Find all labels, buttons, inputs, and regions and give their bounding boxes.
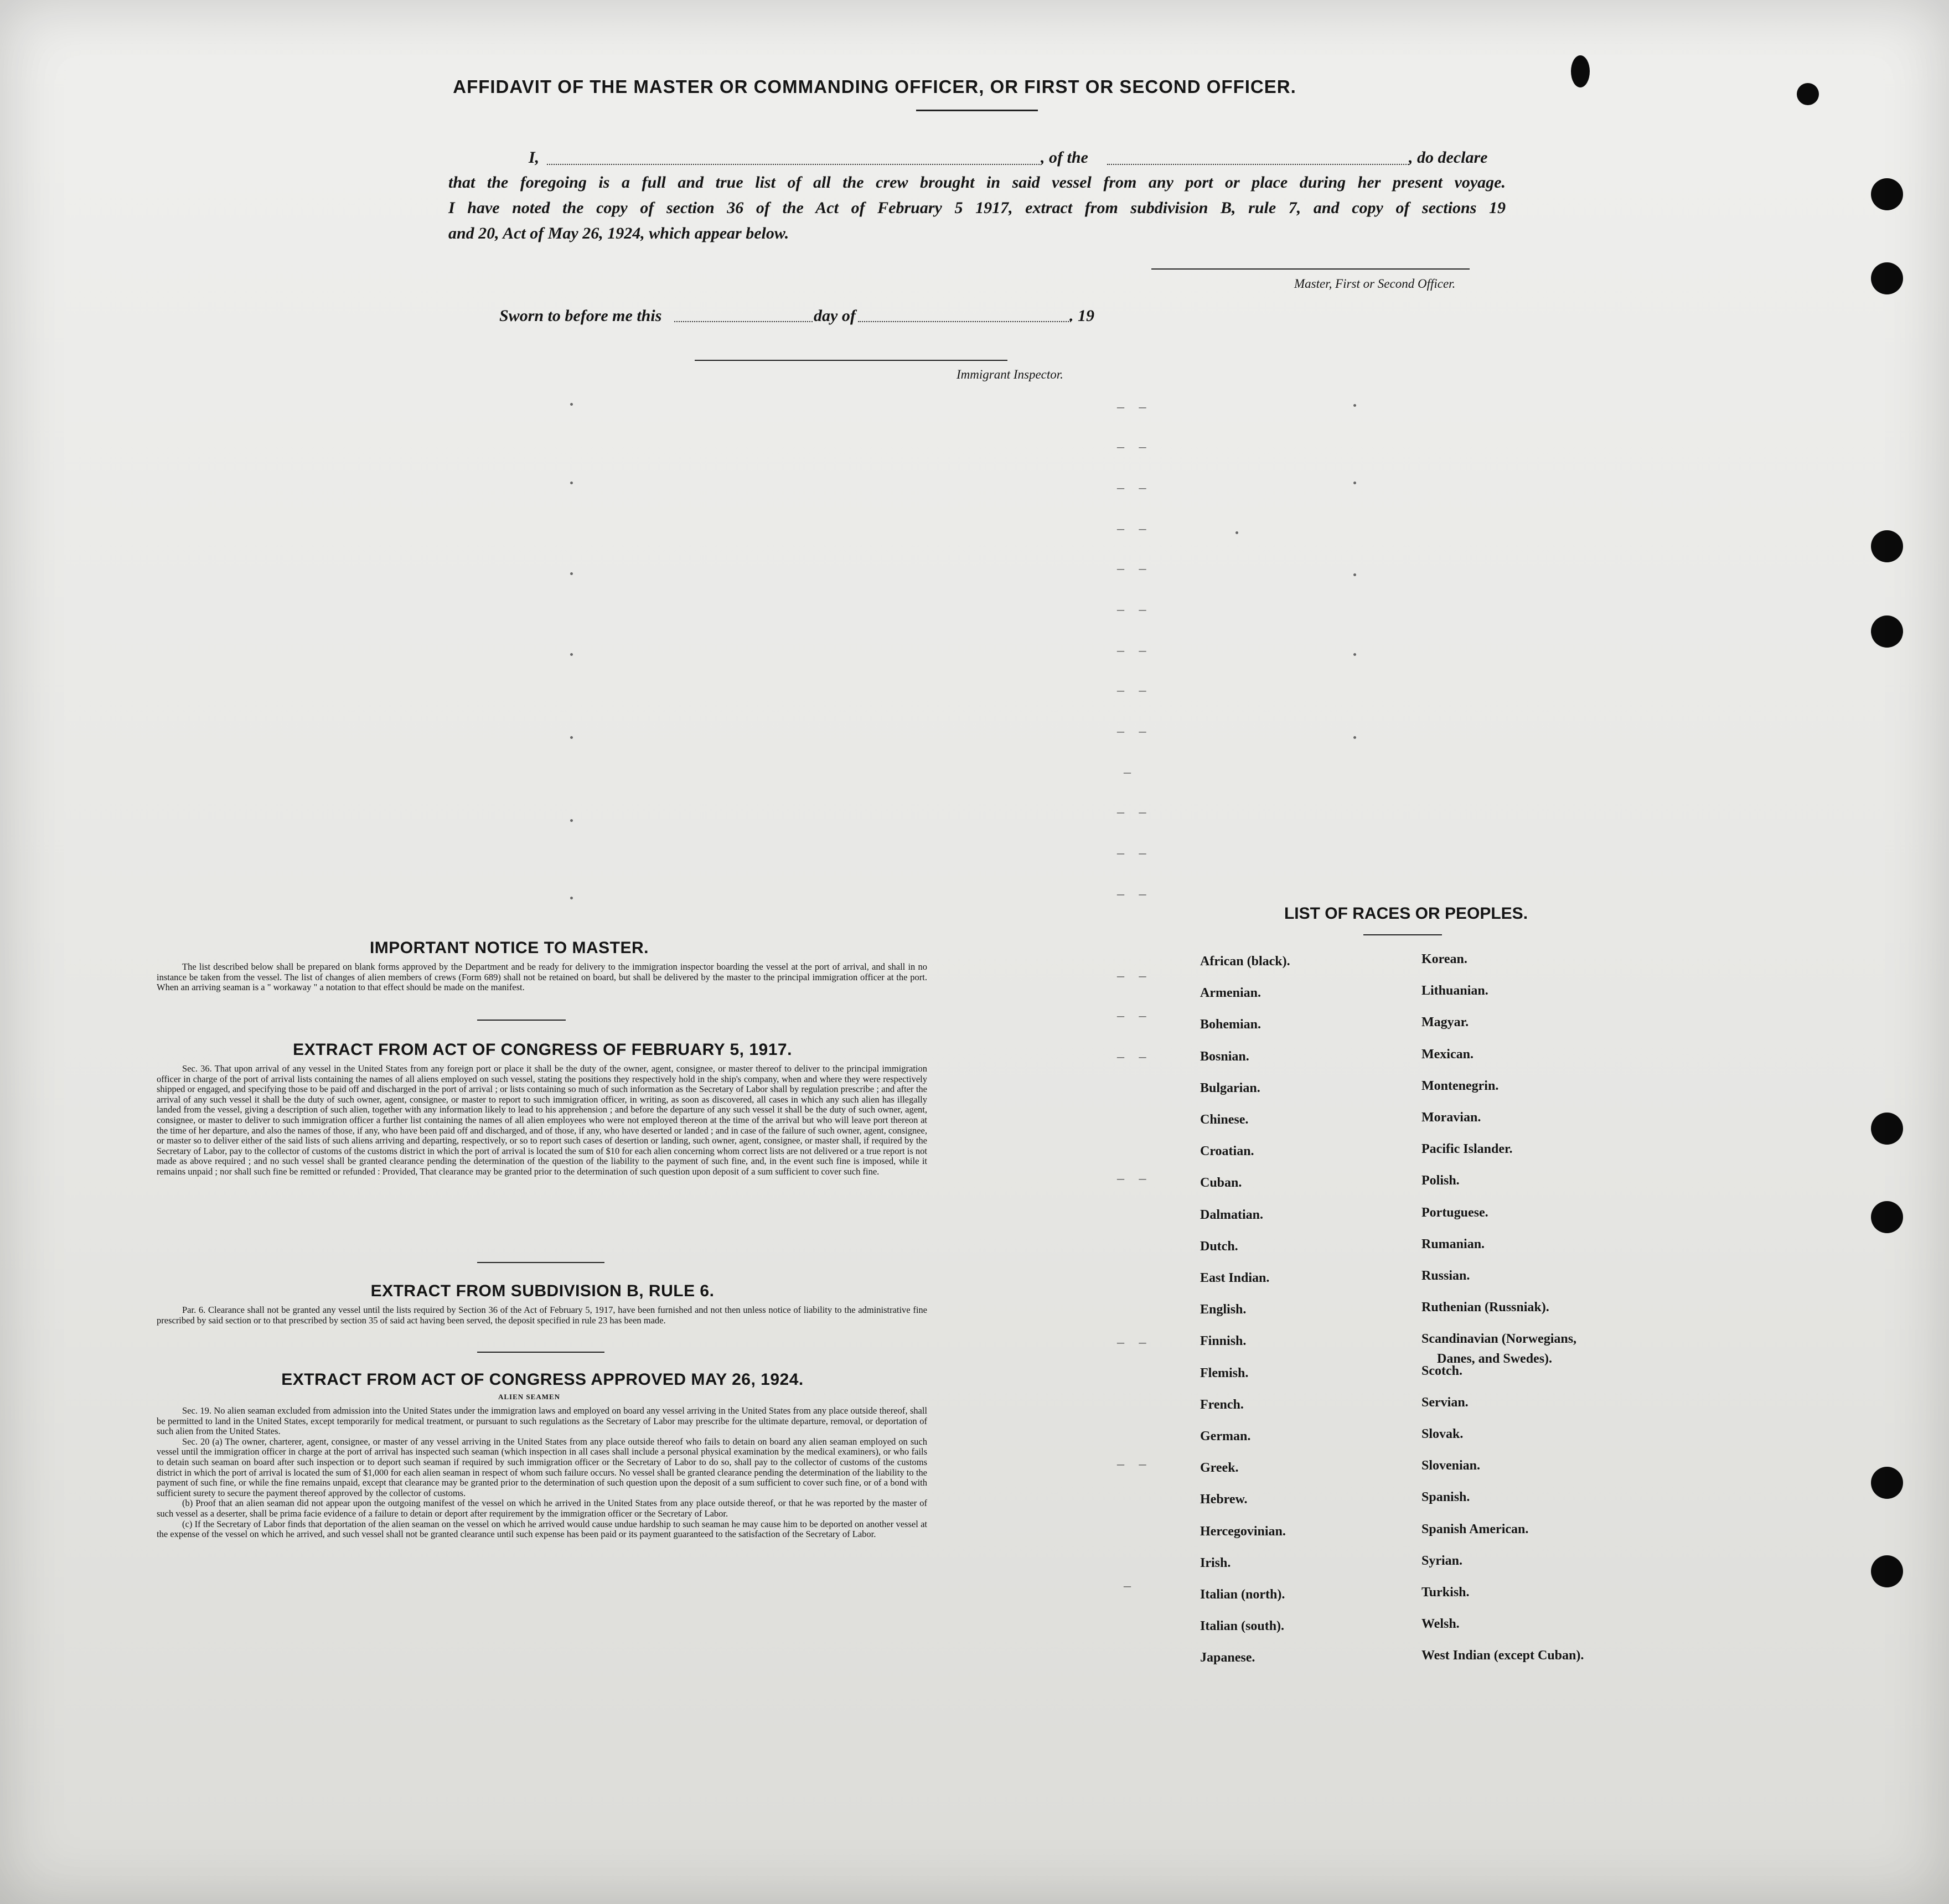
column-mark: – – (1117, 601, 1152, 617)
section-divider (477, 1020, 566, 1021)
par6-paragraph: Par. 6. Clearance shall not be granted any vessel until the lists required by Section 36 of the Act of February 5, 1917, have been furnished and not then unless notice of liability to the administrative fine prescribed by said section or to that prescribed by section 35 of said act having been served, the deposit specified in rule 23 has been made. (157, 1305, 927, 1326)
column-mark: – – (1117, 479, 1152, 495)
race-item: Moravian. (1421, 1110, 1481, 1125)
extract-1917-text (157, 1064, 927, 1177)
races-title: LIST OF RACES OR PEOPLES. (1284, 904, 1528, 923)
master-signature-line[interactable] (1151, 268, 1470, 270)
race-item: Servian. (1421, 1395, 1469, 1410)
column-mark: – – (1117, 886, 1152, 902)
race-item: Irish. (1200, 1555, 1231, 1570)
sec36-paragraph: Sec. 36. That upon arrival of any vessel in the United States from any foreign port or place it shall be the duty of the owner, agent, consignee, or master thereof to deliver to the principal immigration officer in charge of the port of arrival lists containing the names of all aliens employed on such vessel, stating the positions they respectively hold in the ship's company, when and where they were respectively shipped or engaged, and specifying those to be paid off and discharged in the port of arrival ; or lists containing so much of such information as the Secretary of Labor shall by regulation prescribe ; and after the arrival of any such vessel it shall be the duty of such owner, agent, consignee, or master to report to such immigration officer, in writing, as soon as discovered, all cases in which any such alien has illegally landed from the vessel, giving a description of such alien, together with any information likely to lead to his apprehension ; and before the departure of any such vessel it shall be the duty of such owner, agent, consignee, or master to deliver to such immigration officer a further list containing the names of all alien employees who were not employed thereon at the time of the arrival but who will leave port thereon at the time of her departure, and also the names of those, if any, who have been paid off and discharged, and of those, if any, who have deserted or landed ; and in case of the failure of such owner, agent, consignee, or master so to deliver either of the said lists of such aliens arriving and departing, respectively, or so to report such cases of desertion or landing, such owner, agent, consignee, or master shall, if required by the Secretary of Labor, pay to the collector of customs of the customs district in which the port of arrival is located the sum of $10 for each alien concerning whom correct lists are not delivered or a true report is not made as above required ; and no such vessel shall be granted clearance pending the determination of the question of the liability to the payment of such fine, and, in the event such fine is imposed, while it remains unpaid ; nor shall such fine be remitted or refunded : Provided, That clearance may be granted prior to the determination of such question upon deposit of a sum sufficient to cover such fine. (157, 1063, 927, 1177)
race-item: Croatian. (1200, 1144, 1254, 1159)
column-mark: – – (1117, 399, 1152, 415)
column-mark: – – (1117, 845, 1152, 861)
column-mark: – – (1117, 682, 1152, 698)
sec20c-paragraph: (c) If the Secretary of Labor finds that deportation of the alien seaman on the vessel on which he arrived would cause undue hardship to such seaman he may cause him to be deported on another vessel at the expense of the vessel on which he arrived, and such vessel shall not be granted clearance until such expense has been paid or its payment guaranteed to the satisfaction of the Secretary of Labor. (157, 1518, 927, 1540)
race-item: Syrian. (1421, 1553, 1463, 1568)
sworn-month-blank[interactable] (858, 321, 1071, 322)
race-item: Turkish. (1421, 1585, 1470, 1600)
column-dot (570, 482, 573, 484)
column-mark: – – (1117, 438, 1152, 454)
affidavit-line3: I have noted the copy of section 36 of the Act of February 5 1917, extract from subdivision B, rule 7, and copy of sections 19 (448, 199, 1506, 217)
column-dot (1353, 482, 1356, 484)
column-mark: – – (1117, 1007, 1152, 1023)
race-item: German. (1200, 1429, 1251, 1443)
sec19-paragraph: Sec. 19. No alien seaman excluded from admission into the United States under the immigration laws and employed on board any vessel arriving in the United States from any place outside thereof, shall be permitted to land in the United States, except temporarily for medical treatment, or pursuant to such regulations as the Secretary of Labor may prescribe for the ultimate departure, removal, or deportation of such alien from the United States. (157, 1405, 927, 1437)
race-item: Ruthenian (Russniak). (1421, 1300, 1549, 1315)
section-divider (477, 1262, 604, 1263)
race-item: Korean. (1421, 952, 1467, 966)
extract-1924-text (157, 1406, 927, 1540)
race-item: Dutch. (1200, 1239, 1238, 1254)
race-item: Finnish. (1200, 1334, 1247, 1349)
column-dot (1353, 404, 1356, 407)
race-item: West Indian (except Cuban). (1421, 1648, 1584, 1663)
race-item: Italian (south). (1200, 1619, 1285, 1634)
master-signature-label: Master, First or Second Officer. (1294, 277, 1456, 291)
sworn-prefix: Sworn to before me this (499, 307, 662, 325)
column-mark: – – (1117, 1456, 1152, 1472)
column-dot (570, 819, 573, 822)
column-mark: – (1124, 764, 1136, 780)
punch-hole (1871, 1555, 1903, 1587)
race-item: English. (1200, 1302, 1247, 1317)
column-mark: – – (1117, 1170, 1152, 1186)
race-item: Hercegovinian. (1200, 1524, 1286, 1539)
races-title-underline (1363, 934, 1442, 935)
race-item: Welsh. (1421, 1617, 1460, 1632)
column-dot (570, 653, 573, 656)
race-item: Montenegrin. (1421, 1078, 1499, 1093)
column-mark: – – (1117, 520, 1152, 536)
race-item: Pacific Islander. (1421, 1142, 1513, 1157)
affidavit-title: AFFIDAVIT OF THE MASTER OR COMMANDING OFFICER, OR FIRST OR SECOND OFFICER. (453, 76, 1296, 97)
column-mark: – – (1117, 723, 1152, 739)
sworn-day-blank[interactable] (674, 321, 813, 322)
column-dot (570, 572, 573, 575)
column-mark: – – (1117, 1334, 1152, 1350)
punch-hole (1871, 1201, 1903, 1233)
section-divider (477, 1352, 604, 1353)
race-item: East Indian. (1200, 1271, 1270, 1285)
race-item: Chinese. (1200, 1113, 1249, 1127)
race-item: Portuguese. (1421, 1205, 1488, 1220)
notice-title: IMPORTANT NOTICE TO MASTER. (369, 939, 649, 957)
race-item: Dalmatian. (1200, 1207, 1263, 1222)
affidavit-line4: and 20, Act of May 26, 1924, which appear below. (448, 224, 789, 242)
race-item: Bosnian. (1200, 1049, 1249, 1064)
punch-hole (1571, 55, 1590, 87)
column-dot (1353, 653, 1356, 656)
punch-hole (1871, 1467, 1903, 1499)
race-item: Polish. (1421, 1173, 1460, 1188)
punch-hole (1871, 530, 1903, 562)
column-dot (1235, 531, 1238, 534)
column-dot (570, 736, 573, 739)
punch-hole (1871, 1113, 1903, 1145)
column-mark: – – (1117, 967, 1152, 984)
race-item: Greek. (1200, 1461, 1239, 1476)
alien-seamen-subtitle: ALIEN SEAMEN (498, 1393, 561, 1401)
sworn-year-label: . 19 (1069, 307, 1094, 325)
inspector-signature-line[interactable] (695, 360, 1007, 361)
column-dot (570, 897, 573, 899)
race-item: Russian. (1421, 1269, 1470, 1283)
race-item: Mexican. (1421, 1047, 1474, 1062)
column-mark: – – (1117, 1048, 1152, 1064)
race-item: Slovak. (1421, 1427, 1464, 1441)
race-item: Hebrew. (1200, 1492, 1248, 1507)
race-item: Cuban. (1200, 1176, 1242, 1191)
extract-1924-title: EXTRACT FROM ACT OF CONGRESS APPROVED MAY 26, 1924. (281, 1370, 804, 1389)
punch-hole (1871, 262, 1903, 294)
column-mark: – – (1117, 560, 1152, 576)
extract-rule6-title: EXTRACT FROM SUBDIVISION B, RULE 6. (370, 1282, 715, 1300)
inspector-label: Immigrant Inspector. (957, 368, 1063, 381)
race-item: Magyar. (1421, 1015, 1469, 1030)
race-item: Lithuanian. (1421, 984, 1488, 998)
sec20a-paragraph: Sec. 20 (a) The owner, charterer, agent, consignee, or master of any vessel arriving in the United States from any place outside thereof who fails to detain on board any alien seaman employed on such vessel until the immigration officer in charge at the port of arrival has inspected such seaman (which inspection in all cases shall include a personal physical examination by the medical examiners), or who fails to detain such seaman on board after such inspection or to deport such seaman if required by such immigration officer or the Secretary of Labor to do so, shall pay to the collector of customs of the customs district in which the port of arrival is located the sum of $1,000 for each alien seaman in respect of whom such failure occurs. No vessel shall be granted clearance pending the determination of the liability to the payment of such fine, or while the fine remains unpaid, except that clearance may be granted prior to the determination of such question upon the deposit of a sum sufficient to cover such fine, or of a bond with sufficient surety to secure the payment thereof approved by the collector of customs. (157, 1436, 927, 1498)
extract-rule6-text (157, 1305, 927, 1326)
affidavit-line1-declare: , do declare (1409, 148, 1488, 167)
sworn-day-label: day of (814, 307, 856, 325)
column-mark: – – (1117, 804, 1152, 820)
extract-1917-title: EXTRACT FROM ACT OF CONGRESS OF FEBRUARY 5, 1917. (293, 1041, 792, 1059)
race-item: Armenian. (1200, 986, 1261, 1001)
column-dot (1353, 573, 1356, 576)
race-item: Japanese. (1200, 1651, 1255, 1665)
punch-hole (1871, 615, 1903, 648)
race-item: Bulgarian. (1200, 1080, 1260, 1095)
race-item: Scotch. (1421, 1363, 1462, 1378)
column-dot (570, 403, 573, 406)
column-mark: – (1124, 1577, 1136, 1593)
column-dot (1353, 736, 1356, 739)
race-item: Rumanian. (1421, 1236, 1485, 1251)
sec20b-paragraph: (b) Proof that an alien seaman did not appear upon the outgoing manifest of the vessel on which he arrived in the United States from any place outside thereof, or that he was reported by the master of such vessel as a deserter, shall be prima facie evidence of a failure to detain or deport after requirement by the immigration officer or the Secretary of Labor. (157, 1498, 927, 1519)
race-item: Slovenian. (1421, 1458, 1481, 1473)
race-item: Spanish. (1421, 1490, 1470, 1505)
name-blank[interactable] (547, 164, 1040, 165)
race-item: Italian (north). (1200, 1587, 1285, 1602)
title-underline (916, 110, 1038, 111)
affidavit-line1-of: , of the (1041, 148, 1088, 167)
punch-hole (1871, 178, 1903, 210)
affidavit-line1-i: I, (529, 148, 540, 167)
race-item: French. (1200, 1397, 1244, 1412)
column-mark: – – (1117, 642, 1152, 658)
vessel-blank[interactable] (1107, 164, 1409, 165)
race-item: Spanish American. (1421, 1522, 1529, 1536)
affidavit-line2: that the foregoing is a full and true list of all the crew brought in said vessel from any port or place during her present voyage. (448, 173, 1506, 192)
race-item: Flemish. (1200, 1365, 1249, 1380)
race-item: Bohemian. (1200, 1017, 1262, 1032)
race-item: African (black). (1200, 954, 1290, 969)
race-item: Scandinavian (Norwegians, (1421, 1332, 1577, 1347)
race-scandinavian-cont: Danes, and Swedes). (1437, 1352, 1553, 1366)
notice-text (157, 962, 927, 993)
punch-hole (1797, 83, 1819, 105)
notice-paragraph: The list described below shall be prepared on blank forms approved by the Department and be ready for delivery to the immigration inspector boarding the vessel at the port of arrival, and shall in no instance be taken from the vessel. The list of changes of alien members of crews (Form 689) shall not be retained on board, but shall be delivered by the master to the principal immigration officer at the port. When an arriving seaman is a " workaway " a notation to that effect should be made on the manifest. (157, 961, 927, 993)
